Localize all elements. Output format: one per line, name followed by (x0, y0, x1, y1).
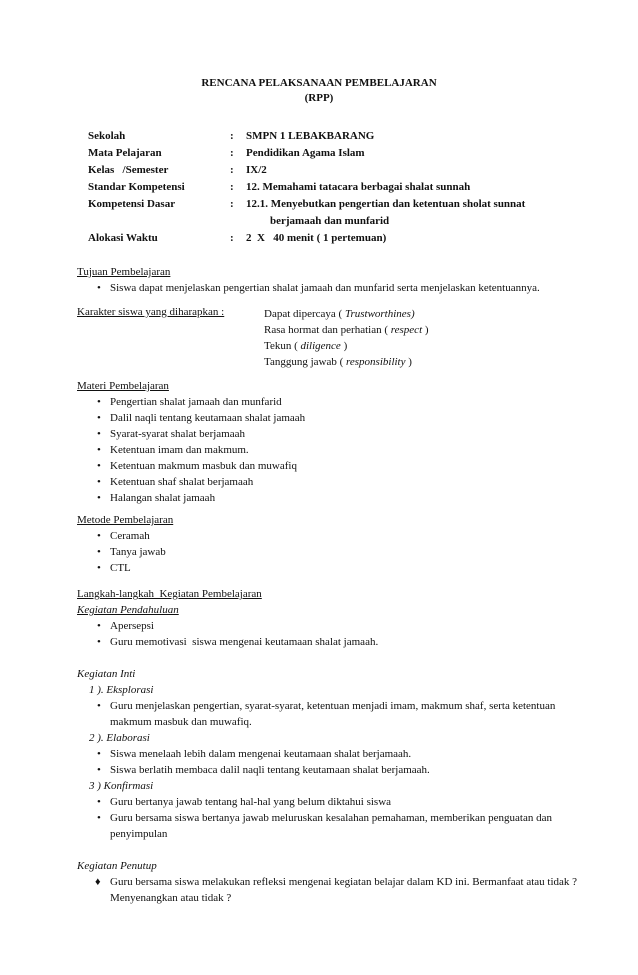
section-heading: Tujuan Pembelajaran (77, 266, 171, 278)
bullet-icon: • (97, 282, 101, 294)
karakter-label: Karakter siswa yang diharapkan : (77, 306, 225, 318)
list-item: • Halangan shalat jamaah (97, 492, 216, 504)
bullet-icon: • (97, 412, 101, 424)
document-title: RENCANA PELAKSANAAN PEMBELAJARAN (201, 77, 437, 89)
list-item: • Ceramah (97, 530, 150, 542)
spacer (77, 650, 597, 666)
bullet-icon: • (97, 428, 101, 440)
list-item: • Dalil naqli tentang keutamaan shalat jamaah (97, 412, 306, 424)
phase-heading: 1 ). Eksplorasi (89, 684, 154, 696)
subsection-heading: Kegiatan Penutup (77, 860, 157, 872)
spacer (77, 842, 597, 858)
list-item: • Ketentuan imam dan makmum. (97, 444, 249, 456)
bullet-icon: • (97, 636, 101, 648)
karakter-value: Tanggung jawab ( responsibility ) (264, 356, 412, 368)
bullet-icon: • (97, 530, 101, 542)
phase-heading: 3 ) Konfirmasi (89, 780, 154, 792)
bullet-icon: • (97, 396, 101, 408)
bullet-icon: • (97, 748, 101, 760)
section-heading: Materi Pembelajaran (77, 380, 169, 392)
section-tujuan (77, 264, 617, 296)
list-item: • Ketentuan makmum masbuk dan muwafiq (97, 460, 297, 472)
list-item: • Guru memotivasi siswa mengenai keutamaan shalat jamaah. (97, 636, 379, 648)
list-item: • Siswa berlatih membaca dalil naqli tentang keutamaan shalat berjamaah. (97, 764, 430, 776)
bullet-icon: • (97, 796, 101, 808)
bullet-icon: • (97, 562, 101, 574)
document-page: RENCANA PELAKSANAAN PEMBELAJARAN (RPP) Sekolah : SMPN 1 LEBAKBARANG Mata Pelajaran : Pendidikan Agama Islam Kelas /Semester : IX/2 Standar Kompetensi : 12. Memahami tatacara berbagai shalat sunnah Kompetensi Dasar : 12.1. Menyebutkan pengertian dan ketentuan sholat sunnat berjamaah dan munfarid Alokasi Waktu : 2 X 40 menit ( 1 pertemuan) Tujuan Pembelajaran • Siswa dapat menjelaskan pengertian shalat jamaah dan munfarid serta menjelaskan ketentuannya. Karakter siswa yang diharapkan : Dapat dipercaya ( Trustworthines) Rasa hormat dan perhatian ( respect ) Tekun ( diligence ) Tanggung jawab ( responsibility ) Materi Pembelajaran • Pengertian shalat jamaah dan munfarid • Dalil naqli tentang keutamaan shalat jamaah • Syarat-syarat shalat berjamaah • Ketentuan imam dan makmum. • Ketentuan makmum masbuk dan muwafiq • Ketentuan shaf shalat berjamaah • Halangan shalat jamaah Metode Pembelajaran • Ceramah • Tanya jawab • CTL Langkah-langkah Kegiatan Pembelajaran Kegiatan Pendahuluan • Apersepsi • Guru memotivasi siswa mengenai keutamaan shalat jamaah. Kegiatan Inti 1 ). Eksplorasi • Guru menjelaskan pengertian, syarat-syarat, ketentuan menjadi imam, makmum shaf, serta ketentuan makmum masbuk dan muwafiq. 2 ). Elaborasi • Siswa menelaah lebih dalam mengenai keutamaan shalat berjamaah. • Siswa berlatih membaca dalil naqli tentang keutamaan shalat berjamaah. 3 ) Konfirmasi • Guru bertanya jawab tentang hal-hal yang belum diktahui siswa • Guru bersama siswa bertanya jawab meluruskan kesalahan pemahaman, memberikan penguatan dan penyimpulan Kegiatan Penutup ♦ Guru bersama siswa melakukan refleksi mengenai kegiatan belajar dalam KD ini. Bermanfaat atau tidak ? Menyenangkan atau tidak ? (0, 0, 638, 975)
list-item: • Guru bertanya jawab tentang hal-hal yang belum diktahui siswa (97, 796, 392, 808)
subsection-heading: Kegiatan Pendahuluan (77, 604, 179, 616)
bullet-icon: • (97, 700, 101, 712)
list-item: • Pengertian shalat jamaah dan munfarid (97, 396, 282, 408)
phase-heading: 2 ). Elaborasi (89, 732, 150, 744)
bullet-icon: • (97, 444, 101, 456)
bullet-icon: • (97, 476, 101, 488)
list-item: • Syarat-syarat shalat berjamaah (97, 428, 245, 440)
subsection-heading: Kegiatan Inti (77, 668, 136, 680)
bullet-icon: • (97, 812, 101, 824)
document-subtitle: (RPP) (304, 92, 334, 104)
karakter-values (264, 306, 429, 370)
bullet-icon: • (97, 620, 101, 632)
section-materi (77, 378, 617, 506)
list-item: • CTL (97, 562, 131, 574)
list-item: • Ketentuan shaf shalat berjamaah (97, 476, 254, 488)
list-item: • Tanya jawab (97, 546, 166, 558)
section-langkah (77, 586, 597, 906)
bullet-icon: • (97, 764, 101, 776)
karakter-value: Dapat dipercaya ( Trustworthines) (264, 308, 415, 320)
section-metode (77, 512, 617, 576)
list-item: ♦ Guru bersama siswa melakukan refleksi mengenai kegiatan belajar dalam KD ini. Bermanfaat atau tidak ? Menyenangkan atau tidak ? (95, 876, 578, 904)
karakter-value: Rasa hormat dan perhatian ( respect ) (264, 324, 429, 336)
list-item: • Siswa dapat menjelaskan pengertian shalat jamaah dan munfarid serta menjelaskan ketentuannya. (97, 282, 540, 294)
section-heading: Langkah-langkah Kegiatan Pembelajaran (77, 588, 262, 600)
karakter-value: Tekun ( diligence ) (264, 340, 348, 352)
section-heading: Metode Pembelajaran (77, 514, 174, 526)
bullet-icon: • (97, 546, 101, 558)
bullet-icon: • (97, 492, 101, 504)
list-item: • Siswa menelaah lebih dalam mengenai keutamaan shalat berjamaah. (97, 748, 412, 760)
list-item: • Guru bersama siswa bertanya jawab meluruskan kesalahan pemahaman, memberikan penguatan dan penyimpulan (97, 812, 552, 840)
list-item: • Guru menjelaskan pengertian, syarat-syarat, ketentuan menjadi imam, makmum shaf, serta ketentuan makmum masbuk dan muwafiq. (97, 700, 556, 728)
bullet-icon: • (97, 460, 101, 472)
diamond-bullet-icon: ♦ (95, 876, 101, 888)
list-item: • Apersepsi (97, 620, 154, 632)
